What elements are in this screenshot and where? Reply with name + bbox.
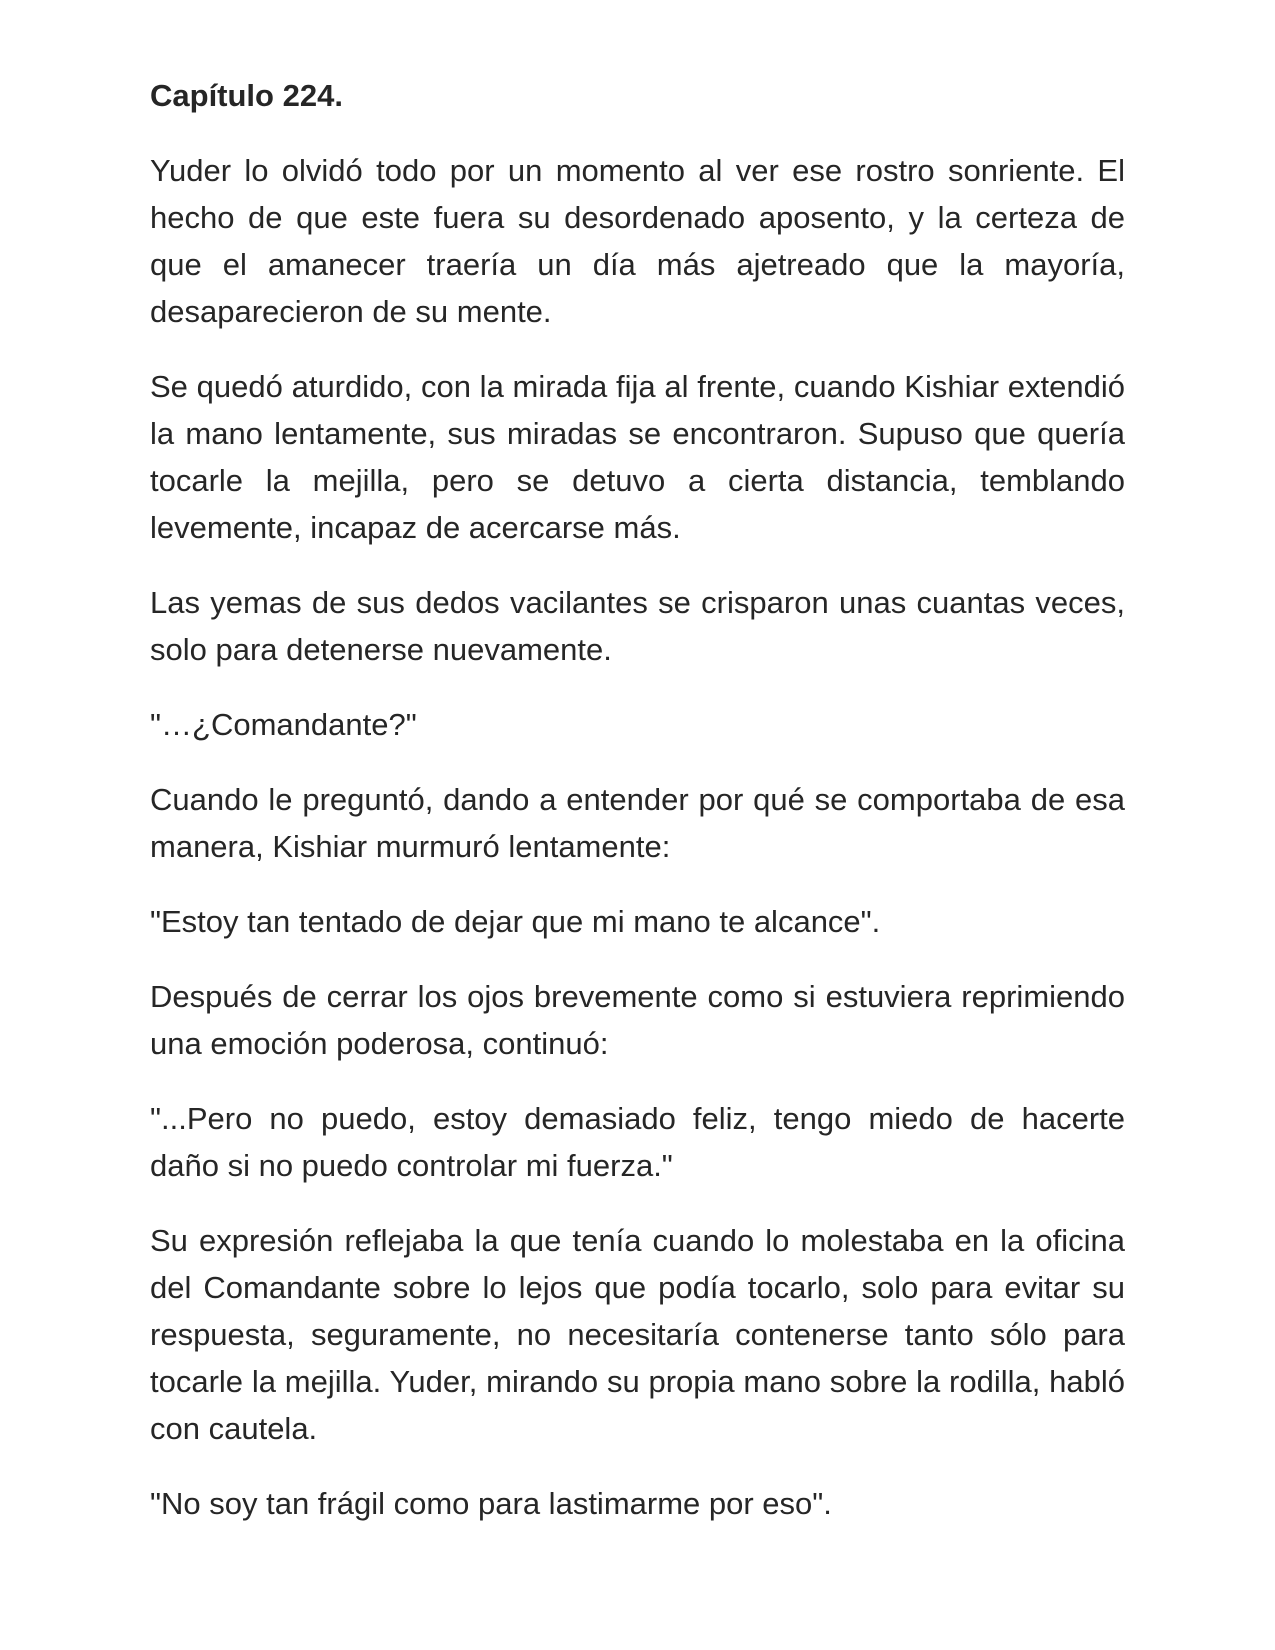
dialogue-line: "No soy tan frágil como para lastimarme por eso". [150,1486,832,1521]
paragraph: Se quedó aturdido, con la mirada fija al frente, cuando Kishiar extendió la mano lentamente, sus miradas se encontraron. Supuso que quería tocarle la mejilla, pero se detuvo a cierta distancia, temblando levemente, incapaz de acercarse más. [150,369,1125,545]
dialogue-line: "Estoy tan tentado de dejar que mi mano te alcance". [150,904,881,939]
paragraph: Yuder lo olvidó todo por un momento al ver ese rostro sonriente. El hecho de que este fuera su desordenado aposento, y la certeza de que el amanecer traería un día más ajetreado que la mayoría, desaparecieron de su mente. [150,153,1125,329]
paragraph: Las yemas de sus dedos vacilantes se crisparon unas cuantas veces, solo para detenerse nuevamente. [150,585,1125,667]
paragraph: Cuando le preguntó, dando a entender por qué se comportaba de esa manera, Kishiar murmuró lentamente: [150,782,1125,864]
chapter-title: Capítulo 224. [150,78,343,113]
dialogue-line: "...Pero no puedo, estoy demasiado feliz, tengo miedo de hacerte daño si no puedo controlar mi fuerza." [150,1101,1125,1183]
paragraph: Su expresión reflejaba la que tenía cuando lo molestaba en la oficina del Comandante sobre lo lejos que podía tocarlo, solo para evitar su respuesta, seguramente, no necesitaría contenerse tanto sólo para tocarle la mejilla. Yuder, mirando su propia mano sobre la rodilla, habló con cautela. [150,1223,1125,1446]
paragraph: Después de cerrar los ojos brevemente como si estuviera reprimiendo una emoción poderosa, continuó: [150,979,1125,1061]
dialogue-line: "…¿Comandante?" [150,707,417,742]
document-page [150,72,1125,1555]
